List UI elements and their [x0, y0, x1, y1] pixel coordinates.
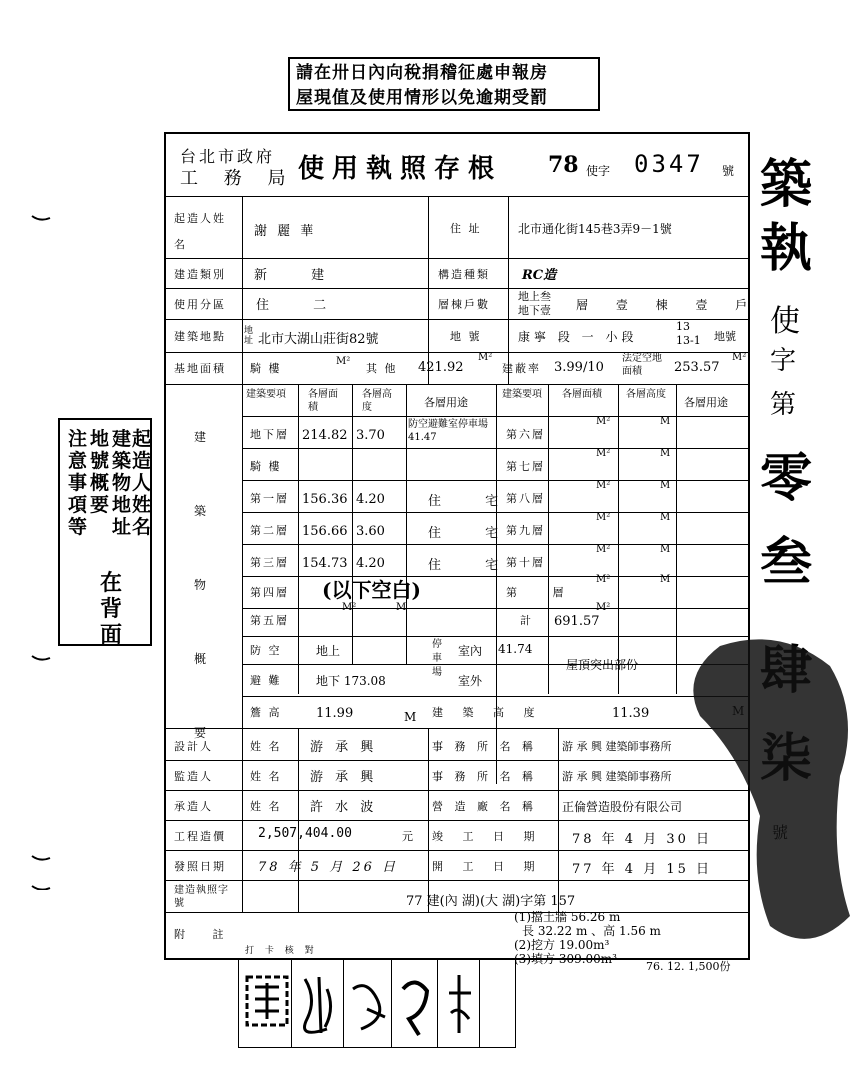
build-type: 新 建 [254, 268, 345, 283]
eave-label: 簷 高 [250, 706, 282, 719]
side-col-1 [132, 428, 150, 538]
floor-6-label: 第六層 [506, 428, 545, 441]
side-col-3-text: 地號概要 [90, 428, 110, 516]
col-header-height-r: 各層高度 [626, 389, 666, 400]
round-stamp-icon [395, 969, 435, 1039]
rule [496, 384, 497, 784]
floors-below: 地下壹 [518, 304, 551, 317]
floor-1-height: 4.20 [356, 492, 385, 507]
contractor-name-label: 姓 名 [250, 800, 282, 813]
supervisor-name: 游 承 興 [310, 770, 378, 785]
strip-label: 打 卡 核 對 [245, 946, 318, 956]
rule [558, 728, 559, 912]
rule [428, 728, 429, 912]
col-header-item: 建築要項 [246, 389, 286, 400]
side-note [58, 418, 152, 646]
section-label: 建築物概要 [194, 430, 207, 740]
unit-m: M [660, 480, 671, 491]
owner-addr: 北市通化街145巷3弄9－1號 [518, 222, 672, 236]
rule [548, 384, 549, 694]
shelter-below-label: 避 難 [250, 674, 282, 687]
site-label: 建築地點 [174, 330, 226, 343]
site-addr: 北市大湖山莊街82號 [258, 332, 379, 347]
floor-basement-use: 防空避難室停車場41.47 [408, 419, 488, 443]
lot-no-2: 13-1 [676, 334, 701, 347]
rule [242, 544, 748, 545]
permit-prefix: 使字 [586, 164, 611, 178]
remarks-label: 附 註 [174, 928, 236, 941]
unit-m2: M² [596, 448, 611, 459]
floors-count: 層 壹 棟 壹 戶 [576, 298, 760, 312]
floor-basement-area: 214.82 [302, 428, 348, 443]
designer-name-label: 姓 名 [250, 740, 282, 753]
floor-1-label: 第一層 [250, 492, 289, 505]
rule [166, 288, 748, 289]
supervisor-name-label: 姓 名 [250, 770, 282, 783]
form-title: 使用執照存根 [298, 154, 503, 184]
floor-3-height: 4.20 [356, 556, 385, 571]
margin-char: 執 [760, 218, 813, 279]
margin-char: 築 [760, 154, 813, 215]
shelter-above: 地上 [316, 644, 341, 658]
unit-m: M [660, 512, 671, 523]
remark-1: (1)擋土牆 56.26 m [514, 910, 621, 924]
unit-m: M [660, 544, 671, 555]
unit-m2: M² [596, 416, 611, 427]
floor-3-use: 住 宅 [428, 558, 519, 573]
coverage: 3.99/10 [554, 360, 604, 375]
floor-n-label: 第 層 [506, 586, 580, 599]
start-date: 77 年 4 月 15 日 [572, 862, 713, 877]
form-year: 78 [548, 152, 579, 178]
supervisor-office-label: 事 務 所 名 稱 [432, 770, 537, 783]
bldg-height: 11.39 [612, 706, 650, 721]
lot-no-1: 13 [676, 320, 690, 333]
eave-height: 11.99 [316, 706, 354, 721]
cost-label: 工程造價 [174, 830, 226, 843]
floor-2-height: 3.60 [356, 524, 385, 539]
seal-stamp-icon [245, 975, 289, 1027]
parking-label: 停車場 [432, 639, 442, 678]
rule [242, 608, 748, 609]
designer-office-label: 事 務 所 名 稱 [432, 740, 537, 753]
rule [343, 959, 344, 1047]
side-col-3 [90, 428, 108, 516]
unit-m2: M² [596, 512, 611, 523]
unit-m2: M² [342, 602, 357, 613]
designer-name: 游 承 興 [310, 740, 378, 755]
notice-line-2: 屋現值及使用情形以免逾期受罰 [296, 88, 548, 108]
build-permit-label: 建造執照字號 [174, 885, 229, 909]
completion-date: 78 年 4 月 30 日 [572, 832, 713, 847]
unit-m: M [660, 574, 671, 585]
unit-m2: M² [596, 544, 611, 555]
parking-indoor: 41.74 [498, 642, 533, 656]
blank-note: (以下空白) [322, 578, 421, 602]
area-label: 基地面積 [174, 362, 226, 375]
supervisor-office: 游 承 興 建築師事務所 [562, 770, 672, 783]
unit-m2: M² [596, 574, 611, 585]
parking-outdoor-label: 室外 [458, 674, 483, 688]
completion-label: 竣 工 日 期 [432, 830, 543, 843]
rule [166, 196, 748, 197]
notice-line-1: 請在卅日內向稅捐稽征處申報房 [296, 63, 548, 83]
contractor-label: 承造人 [174, 800, 213, 813]
unit-m: M [660, 416, 671, 427]
floor-7-label: 第七層 [506, 460, 545, 473]
issue-label: 發照日期 [174, 860, 226, 873]
rule [242, 512, 748, 513]
margin-char: 零 [760, 448, 813, 509]
arcade-area-label: 騎 樓 [250, 362, 282, 375]
cost-unit: 元 [402, 830, 413, 843]
rule [391, 959, 392, 1047]
other-area: 421.92 [418, 360, 464, 375]
side-col-2 [112, 428, 130, 538]
rule [242, 480, 748, 481]
start-label: 開 工 日 期 [432, 860, 543, 873]
side-col-4-text: 注意事項等 [68, 428, 88, 538]
unit-m2: M² [596, 602, 611, 613]
open-space-label: 法定空地面積 [622, 353, 662, 377]
margin-char: 使 [770, 304, 800, 339]
lot-label: 地 號 [450, 330, 482, 343]
rule [242, 576, 748, 577]
issue-date: 78 年 5 月 26 日 [258, 860, 399, 875]
margin-char: 字 [770, 346, 797, 376]
floor-2-use: 住 宅 [428, 526, 519, 541]
org-line-1: 台北市政府 [180, 147, 276, 166]
contractor-name: 許 水 波 [310, 800, 378, 815]
ink-seal-icon [660, 626, 860, 956]
side-note-after: 在背面 [100, 570, 123, 648]
floors-above: 地上叁 [518, 290, 551, 303]
unit-m2: M² [596, 480, 611, 491]
total-area: 691.57 [554, 614, 600, 629]
floor-3-area: 154.73 [302, 556, 348, 571]
build-type-label: 建造類別 [174, 268, 226, 281]
col-header-use: 各層用途 [424, 396, 468, 409]
roof-label: 屋頂突出部份 [566, 658, 639, 672]
supervisor-label: 監造人 [174, 770, 213, 783]
unit-m: M [660, 448, 671, 459]
parking-indoor-label: 室內 [458, 644, 483, 658]
org-line-2: 工 務 局 [180, 168, 296, 189]
signature-icon [443, 969, 477, 1043]
floor-arcade-label: 騎 樓 [250, 460, 282, 473]
notice-box [288, 57, 600, 111]
remark-3: (3)填方 309.00m³ [514, 952, 617, 966]
col-header-item-r: 建築要項 [502, 389, 542, 400]
rule [242, 448, 748, 449]
owner-name: 謝 麗 華 [254, 224, 317, 239]
rule [166, 258, 748, 259]
coverage-label: 建蔽率 [502, 362, 541, 375]
signature-icon [347, 969, 389, 1039]
build-permit-no: 77 建(內 湖)(大 湖)字第 157 [406, 894, 576, 909]
rule [166, 384, 748, 385]
floor-1-area: 156.36 [302, 492, 348, 507]
owner-label: 起造人姓名 [174, 212, 226, 251]
contractor-firm-label: 營 造 廠 名 稱 [432, 800, 537, 813]
rule [406, 384, 407, 664]
rule [437, 959, 438, 1047]
col-header-height: 各層高度 [362, 389, 392, 413]
rule [298, 728, 299, 912]
floor-1-use: 住 宅 [428, 494, 519, 509]
struct-type: RC造 [522, 268, 557, 283]
floor-9-label: 第九層 [506, 524, 545, 537]
rule [242, 196, 243, 912]
unit-m2: M² [732, 352, 747, 363]
floors-label: 層棟戶數 [438, 298, 490, 311]
rule [352, 384, 353, 664]
rule [508, 196, 509, 258]
print-run: 76. 12. 1,500份 [646, 960, 731, 973]
owner-addr-label: 住 址 [450, 222, 482, 235]
bldg-height-label: 建 築 高 度 [432, 706, 543, 719]
zone-label: 使用分區 [174, 298, 226, 311]
floor-basement-label: 地下層 [250, 428, 289, 441]
permit-suffix: 號 [722, 164, 735, 178]
rule [242, 416, 748, 417]
margin-char: 叁 [760, 532, 813, 593]
rule [428, 196, 429, 258]
permit-number: 0347 [634, 150, 704, 178]
shelter-label: 防 空 [250, 644, 282, 657]
col-header-area: 各層面積 [308, 389, 338, 413]
eave-unit: M [404, 710, 417, 724]
unit-m: M [396, 602, 407, 613]
other-area-label: 其 他 [366, 362, 398, 375]
rule [479, 959, 480, 1047]
rule [618, 384, 619, 694]
side-col-2-text: 建築物地址 [112, 428, 132, 538]
struct-label: 構造種類 [438, 268, 490, 281]
floor-4-label: 第四層 [250, 586, 289, 599]
shelter-below: 地下 173.08 [316, 674, 386, 688]
col-header-use-r: 各層用途 [684, 396, 728, 409]
lot-suffix: 地號 [714, 330, 736, 343]
floor-3-label: 第三層 [250, 556, 289, 569]
margin-char: 第 [770, 390, 797, 420]
remark-1b: 長 32.22 m 、高 1.56 m [522, 924, 661, 938]
floor-basement-height: 3.70 [356, 428, 385, 443]
floor-8-label: 第八層 [506, 492, 545, 505]
total-label: 計 [520, 614, 533, 627]
designer-label: 設計人 [174, 740, 213, 753]
rule [298, 384, 299, 694]
rule [166, 319, 748, 320]
unit-m2: M² [336, 356, 351, 367]
cost-value: 2,507,404.00 [258, 826, 352, 841]
open-space: 253.57 [674, 360, 720, 375]
lot-section: 康寧 段 一 小段 [518, 330, 638, 344]
floor-2-area: 156.66 [302, 524, 348, 539]
remark-2: (2)挖方 19.00m³ [514, 938, 610, 952]
side-col-4 [68, 428, 86, 538]
signature-icon [297, 969, 341, 1039]
col-header-area-r: 各層面積 [562, 389, 602, 400]
site-addr-label: 地址 [244, 326, 254, 346]
rule [291, 959, 292, 1047]
unit-m2: M² [478, 352, 493, 363]
designer-office: 游 承 興 建築師事務所 [562, 740, 672, 753]
floor-5-label: 第五層 [250, 614, 289, 627]
side-col-1-text: 起造人姓名 [132, 428, 152, 538]
floor-2-label: 第二層 [250, 524, 289, 537]
stamp-strip [238, 946, 516, 1048]
zone-value: 住 二 [256, 298, 347, 313]
floor-10-label: 第十層 [506, 556, 545, 569]
contractor-firm: 正倫營造股份有限公司 [562, 800, 683, 814]
binder-marks-icon [30, 210, 52, 890]
